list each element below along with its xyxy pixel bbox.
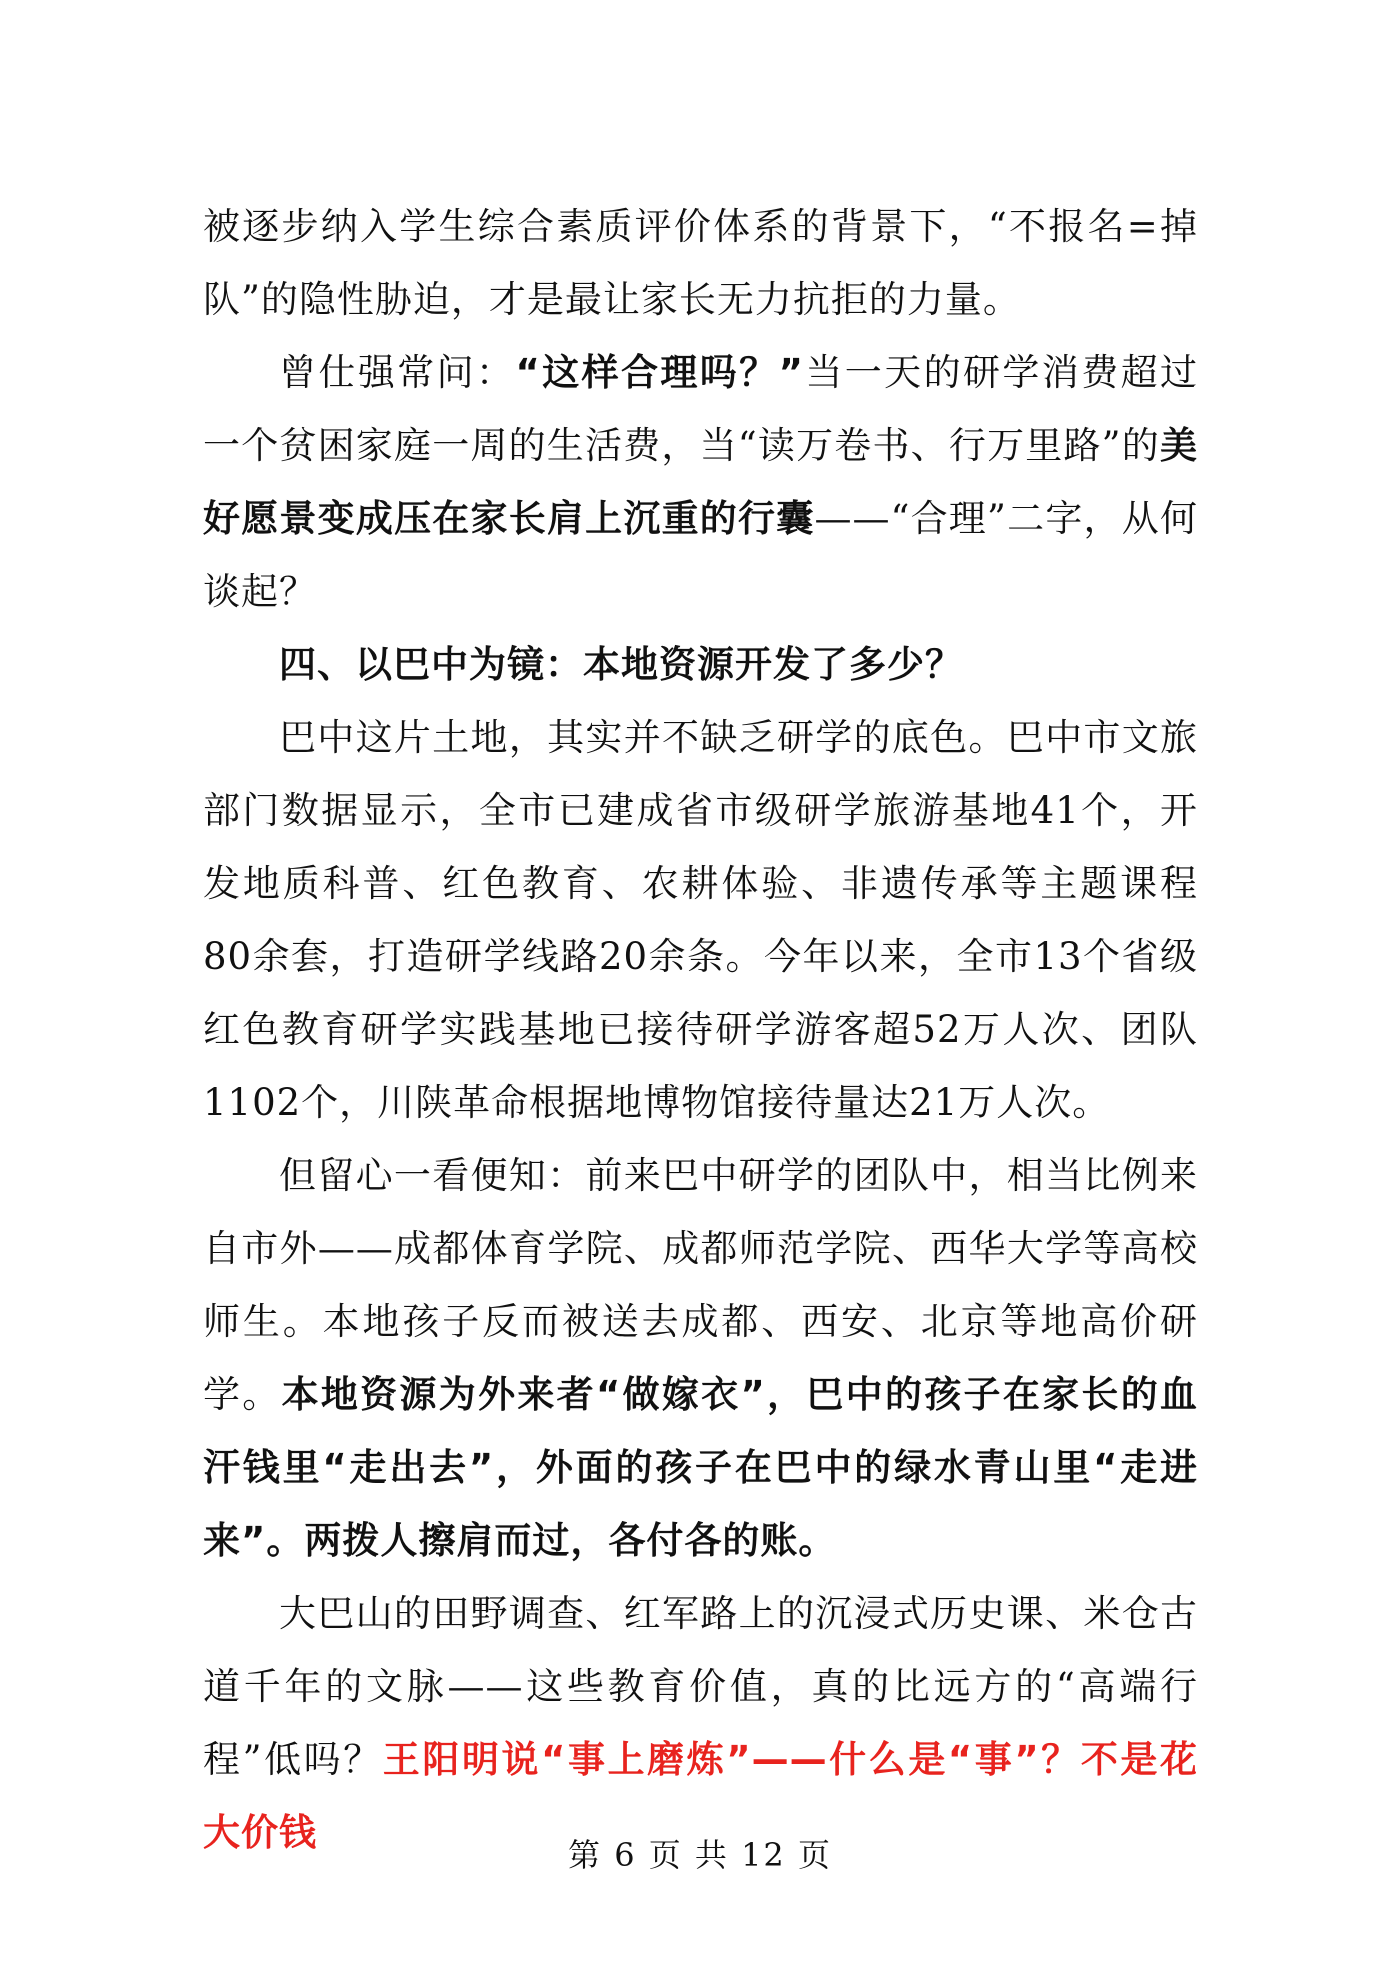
paragraph-5 [203,1577,1198,1869]
paragraph-5-plain: 大巴山的田野调查、红军路上的沉浸式历史课、米仓古道千年的文脉——这些教育价值，真的比远方的“高端行程”低吗？ [203,1592,1198,1781]
paragraph-3 [203,701,1198,1139]
paragraph-3-text: 巴中这片土地，其实并不缺乏研学的底色。巴中市文旅部门数据显示，全市已建成省市级研学旅游基地41个，开发地质科普、红色教育、农耕体验、非遗传承等主题课程80余套，打造研学线路20余条。今年以来，全市13个省级红色教育研学实践基地已接待研学游客超52万人次、团队1102个，川陕革命根据地博物馆接待量达21万人次。 [203,716,1198,1124]
paragraph-5-red-emphasis: 王阳明说“事上磨炼”——什么是“事”？不是花大价钱 [203,1738,1198,1854]
paragraph-4-plain: 但留心一看便知：前来巴中研学的团队中，相当比例来自市外——成都体育学院、成都师范学院、西华大学等高校师生。本地孩子反而被送去成都、西安、北京等地高价研学。 [203,1154,1198,1416]
paragraph-2-start: 曾仕强常问： [279,351,516,394]
paragraph-2 [203,336,1198,628]
paragraph-1-text: 被逐步纳入学生综合素质评价体系的背景下，“不报名=掉队”的隐性胁迫，才是最让家长无力抗拒的力量。 [203,205,1198,321]
paragraph-2-bold-quote: “这样合理吗？” [515,351,804,394]
paragraph-4-bold: 本地资源为外来者“做嫁衣”，巴中的孩子在家长的血汗钱里“走出去”，外面的孩子在巴中的绿水青山里“走进来”。两拨人擦肩而过，各付各的账。 [203,1373,1198,1562]
document-body [203,190,1198,1869]
paragraph-1 [203,190,1198,336]
page-number: 第 6 页 共 12 页 [568,1836,832,1874]
section-heading: 四、以巴中为镜：本地资源开发了多少？ [279,643,963,686]
page-footer [0,1835,1400,1875]
paragraph-4 [203,1139,1198,1577]
paragraph-2-middle: 当一天的研学消费超过一个贫困家庭一周的生活费，当“读万卷书、行万里路”的 [203,351,1199,467]
paragraph-2-end: ——“合理”二字，从何谈起？ [203,497,1198,613]
paragraph-2-bold-end: 美好愿景变成压在家长肩上沉重的行囊 [203,424,1198,540]
